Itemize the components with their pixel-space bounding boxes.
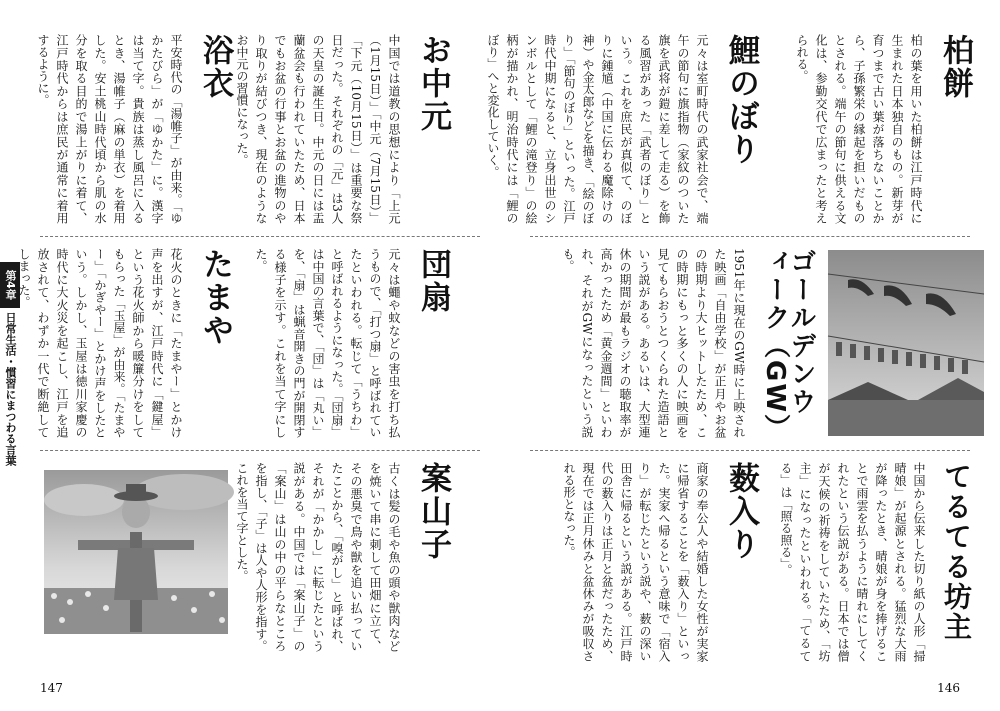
section-body: 中国では道教の思想により「上元（1月15日）」「中元（7月15日）」「下元（10月15日）」は重要な祭日だった。それぞれの「元」は3人の天皇の誕生日。中元の日には盂蘭盆会も行われていたため、日本でもお盆の行事とお盆の進物のやり取りが結びつき、現在のようなお中元の習慣になった。: [235, 34, 401, 224]
section-body: 花火のときに「たまやー」とかけ声を出すが、江戸時代に「鍵屋」という花火師から暖簾分けをしてもらった「玉屋」が由来。「たまやー」「かぎやー」とかけ声をしたという。しかし、玉屋は徳川家慶の時代に大火災を起こし、江戸を追放されて、わずか一代で断絶してしまった。: [17, 248, 183, 438]
section-title: 薮入り: [723, 462, 759, 561]
section-body: 中国から伝来した切り紙の人形「掃晴娘」が起源とされる。猛烈な大雨が降ったとき、晴娘が身を捧げることで雨雲を払うように晴れにしてくれたという伝説がある。日本では僧が天候の祈祷をしていたため、「坊主」になったといわれる。「てるてる」は「照る照る」。: [779, 462, 926, 662]
section-tamaya: [17, 248, 233, 438]
section-divider: [530, 236, 970, 237]
section-divider: [40, 450, 480, 451]
page-number: 146: [937, 681, 960, 695]
chapter-tab: 第4章: [0, 262, 20, 308]
page-number: 147: [40, 681, 63, 695]
section-divider: [530, 450, 970, 451]
section-koinobori: [486, 34, 759, 224]
section-body: 1951年に現在のGW時に上映された映画「自由学校」が正月やお盆の時期より大ヒットしたため、この時期にもっと多くの人に映画を見てもらおうとつくられた造語という説がある。あるいは、大型連休の期間が最もラジオの聴取率が高かったため「黄金週間」といわれ、それがGWになったという説も。: [561, 248, 746, 438]
section-body: 古くは髪の毛や魚の頭や獣肉などを焼いて串に刺して田畑に立て、その悪臭で鳥や獣を追い払っていたことから、「嗅がし」と呼ばれ、それが「かかし」に転じたという説がある。中国では「案山子」の「案山」は山の中の平らなところを指し、「子」は人や人形を指す。これを当て字とした。: [235, 462, 401, 652]
section-yabuiri: [544, 462, 759, 662]
section-title: たまや: [197, 248, 233, 347]
section-title: お中元: [415, 34, 451, 133]
section-golden-week: [561, 248, 816, 443]
section-body: 元々は室町時代の武家社会で、端午の節句に旗指物（家紋のついた旗を武将が鎧に差して走る）を飾る風習があった「武者のぼり」という。これを庶民が真似て、のぼりに鍾馗（中国に伝わる魔除けの神）や金太郎などを描き、「絵のぼり」「節句のぼり」といった。江戸時代中期になると、立身出世のシンボルとして「鯉の滝登り」の絵柄が描かれ、明治時代には「鯉のぼり」へと変化していく。: [486, 34, 709, 224]
section-ochugen: [235, 34, 451, 224]
section-title: 柏餅: [937, 34, 973, 100]
section-yukata: [30, 34, 233, 224]
chapter-label: 日常生活・慣習にまつわる言葉: [4, 312, 17, 466]
section-divider: [40, 236, 480, 237]
section-teruteru-bozu: [770, 462, 973, 662]
section-title: 鯉のぼり: [723, 34, 759, 166]
section-title: ゴールデンウィーク（GW）: [760, 248, 816, 443]
section-kashiwamochi: [770, 34, 973, 224]
right-page: [486, 0, 1000, 711]
section-body: 商家の奉公人や結婚した女性が実家に帰省することを「薮入り」といった。実家へ帰るという意味で「宿入り」が転じたという説や、薮の深い田舎に帰るという説がある。江戸時代の薮入りは正月と盆だったため、現在では正月休みと盆休みが吸収される形となった。: [562, 462, 709, 662]
section-title: 団扇: [415, 248, 451, 314]
scarecrow-photo: [44, 470, 228, 634]
section-body: 平安時代の「湯帷子」が由来。「ゆかたびら」が「ゆかた」に。漢字は当て字。貴族は蒸し風呂に入るとき、湯帷子（麻の単衣）を着用した。安土桃山時代頃から肌の水分を取る目的で湯上がりに着て、江戸時代からは庶民が通常に着用するように。: [36, 34, 183, 224]
section-title: 案山子: [415, 462, 451, 561]
section-body: 柏の葉を用いた柏餅は江戸時代に生まれた日本独自のもの。新芽が育つまで古い葉が落ちないことから、子孫繁栄の縁起を担いだものとされる。端午の節句に供える文化は、参勤交代で広まったと考えられる。: [795, 34, 923, 224]
section-title: てるてる坊主: [940, 462, 973, 642]
section-body: 元々は蠅や蚊などの害虫を打ち払うもので、「打つ扇」と呼ばれていたといわれる。転じて「うちわ」と呼ばれるようになった。「団扇」は中国の言葉で、「団」は「丸い」を、「扇」は蝋音開きの門が開閉する様子を示す。これを当て字にした。: [254, 248, 401, 438]
section-title: 浴衣: [197, 34, 233, 100]
section-kakashi: [235, 462, 451, 652]
section-uchiwa: [248, 248, 451, 438]
carp-streamers-photo: [828, 250, 984, 436]
